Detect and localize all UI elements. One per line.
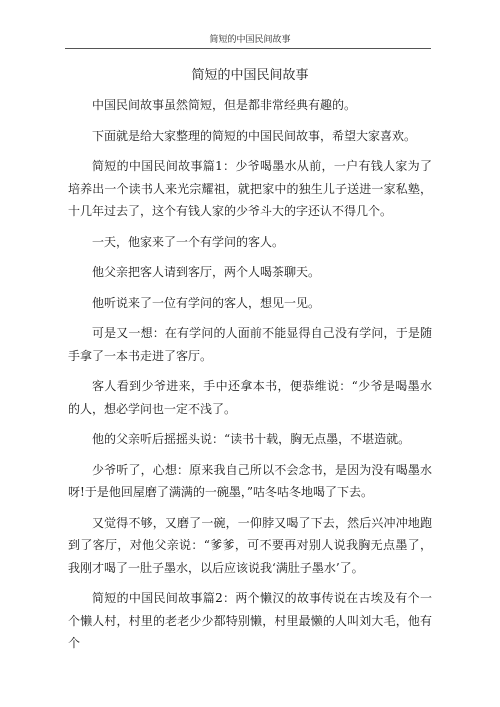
header-divider [65, 48, 431, 49]
paragraph-7: 可是又一想：在有学问的人面前不能显得自己没有学问，于是随手拿了一本书走进了客厅。 [68, 326, 432, 363]
paragraph-4: 一天，他家来了一个有学问的客人。 [92, 234, 285, 249]
paragraph-2: 下面就是给大家整理的简短的中国民间故事，希望大家喜欢。 [92, 128, 417, 143]
paragraph-9: 他的父亲听后摇摇头说：“读书十载，胸无点墨，不堪造就。 [92, 432, 411, 446]
document-title: 简短的中国民间故事 [191, 68, 309, 83]
document-body [68, 66, 432, 663]
paragraph-1: 中国民间故事虽然简短，但是都非常经典有趣的。 [92, 98, 357, 112]
paragraph-6: 他听说来了一位有学问的客人，想见一见。 [92, 295, 321, 310]
paragraph-8: 客人看到少爷进来，手中还拿本书，便恭维说：“少爷是喝墨水的人，想必学问也一定不浅了。 [68, 379, 432, 416]
paragraph-10: 少爷听了，心想：原来我自己所以不会念书，是因为没有喝墨水呀!于是他回屋磨了满满的一碗墨，”咕冬咕冬地喝了下去。 [68, 462, 432, 499]
paragraph-5: 他父亲把客人请到客厅，两个人喝茶聊天。 [92, 265, 321, 279]
paragraph-3: 简短的中国民间故事篇1：少爷喝墨水从前，一户有钱人家为了培养出一个读书人来光宗耀祖，就把家中的独生儿子送进一家私塾，十几年过去了，这个有钱人家的少爷斗大的字还认不得几个。 [68, 159, 432, 218]
paragraph-12: 简短的中国民间故事篇2：两个懒汉的故事传说在古埃及有个一个懒人村，村里的老老少少都特别懒，村里最懒的人叫刘大毛，他有个 [68, 591, 432, 650]
paragraph-11: 又觉得不够，又磨了一碗，一仰脖又喝了下去，然后兴冲冲地跑到了客厅，对他父亲说：“爹爹，可不要再对别人说我胸无点墨了，我刚才喝了一肚子墨水，以后应该说我‘满肚子墨水’了。 [68, 515, 432, 575]
running-header: 简短的中国民间故事 [209, 35, 291, 45]
